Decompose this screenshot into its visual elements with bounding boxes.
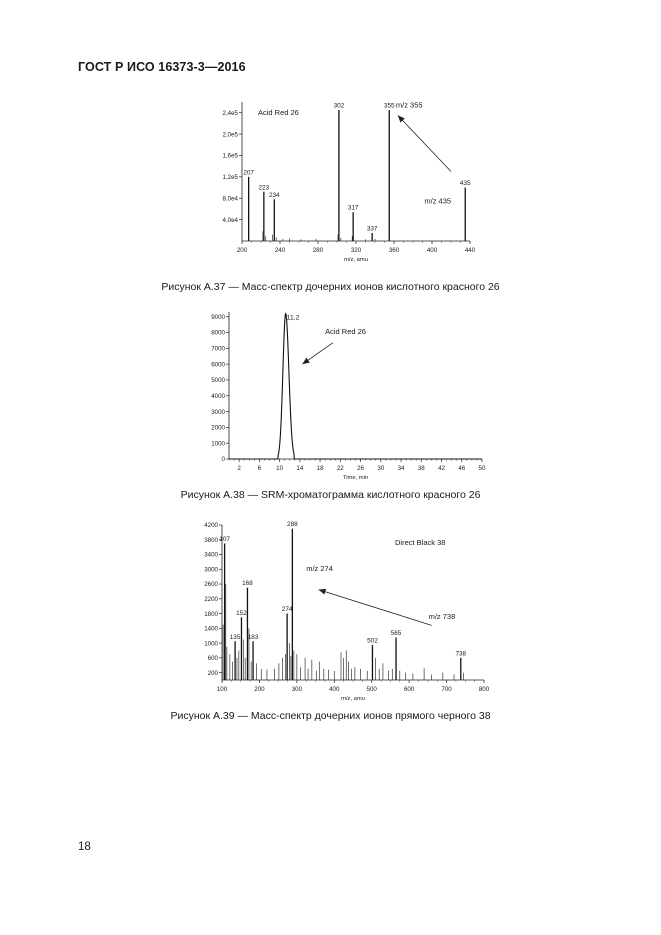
fig2-x-tick-label: 38 — [417, 465, 425, 472]
fig3-arrow-head — [319, 589, 327, 595]
fig3-peak-label: 502 — [367, 637, 378, 645]
fig1-peak-label: 317 — [347, 204, 359, 212]
fig2-x-tick-label: 14 — [296, 465, 304, 472]
fig3-peak-label: 288 — [287, 521, 298, 529]
fig3-y-tick-label: 600 — [207, 655, 218, 663]
fig3-peak-label: 274 — [281, 606, 293, 614]
fig3-peak-label: 565 — [390, 630, 402, 638]
fig1-x-axis-label: m/z, amu — [344, 257, 368, 263]
fig1-peak-label: 302 — [333, 102, 345, 110]
fig2-y-tick-label: 7000 — [211, 345, 225, 353]
fig3-arrow-line — [319, 590, 432, 626]
fig1-peak-label: 355 — [383, 102, 395, 110]
fig3-x-tick-label: 400 — [329, 686, 340, 693]
fig3-x-tick-label: 200 — [254, 686, 265, 693]
fig2-x-tick-label: 30 — [377, 465, 385, 472]
fig1-peak-label: 207 — [243, 169, 254, 177]
document-header: ГОСТ Р ИСО 16373-3—2016 — [78, 60, 246, 74]
fig1-arrow-line — [398, 115, 451, 171]
srm-chromatogram-acid-red-26 — [0, 306, 661, 486]
fig3-y-tick-label: 200 — [207, 669, 218, 677]
fig3-y-tick-label: 4200 — [204, 522, 218, 530]
fig1-x-tick-label: 400 — [426, 247, 438, 254]
fig2-x-tick-label: 42 — [438, 465, 445, 472]
fig1-x-tick-label: 360 — [388, 247, 400, 254]
fig1-x-tick-label: 280 — [312, 247, 324, 254]
fig1-annotation: m/z 435 — [424, 196, 452, 206]
fig2-y-tick-label: 2000 — [211, 424, 225, 432]
fig2-peak-label: 11,2 — [286, 314, 300, 322]
fig1-x-tick-label: 240 — [274, 247, 286, 254]
fig3-title: Direct Black 38 — [395, 538, 446, 547]
fig1-x-tick-label: 200 — [236, 247, 248, 254]
fig3-peak-label: 135 — [229, 633, 241, 641]
fig2-x-tick-label: 22 — [336, 465, 344, 472]
fig1-y-tick-label: 1,6e5 — [222, 152, 238, 160]
fig3-peak-label: 168 — [242, 580, 253, 588]
fig2-x-tick-label: 46 — [458, 465, 466, 472]
fig1-y-tick-label: 2,4e5 — [222, 109, 238, 117]
figure-caption-a39: Рисунок А.39 — Масс-спектр дочерних ионов прямого черного 38 — [170, 710, 491, 722]
fig3-y-tick-label: 1000 — [204, 640, 218, 648]
fig2-arrow-head — [302, 358, 309, 364]
fig3-x-axis-label: m/z, amu — [341, 696, 365, 702]
fig3-y-tick-label: 3400 — [204, 551, 218, 559]
fig1-peak-label: 223 — [258, 184, 270, 192]
fig3-peak-label: 738 — [455, 650, 467, 658]
fig3-peak-label: 152 — [236, 609, 247, 617]
fig3-annotation: m/z 738 — [428, 612, 456, 622]
fig2-x-tick-label: 2 — [237, 465, 241, 472]
figure-caption-a38: Рисунок А.38 — SRM-хроматограмма кислотного красного 26 — [180, 489, 481, 501]
page-number: 18 — [78, 841, 91, 853]
fig1-annotation: m/z 355 — [395, 100, 423, 110]
fig3-peak-label: 107 — [219, 535, 230, 543]
fig2-title: Acid Red 26 — [325, 327, 366, 337]
fig1-y-tick-label: 1,2e5 — [222, 174, 238, 182]
fig3-x-tick-label: 700 — [441, 686, 452, 693]
fig3-y-tick-label: 3800 — [204, 536, 218, 544]
fig1-x-tick-label: 440 — [464, 247, 476, 254]
fig1-peak-label: 234 — [268, 191, 280, 199]
fig1-peak-label: 435 — [459, 180, 471, 188]
fig2-y-tick-label: 4000 — [211, 392, 225, 400]
fig3-y-tick-label: 2600 — [204, 581, 218, 589]
fig2-y-tick-label: 9000 — [211, 313, 225, 321]
fig2-y-tick-label: 8000 — [211, 329, 225, 337]
fig3-x-tick-label: 800 — [478, 686, 490, 693]
fig3-x-tick-label: 300 — [291, 686, 303, 693]
fig2-y-tick-label: 3000 — [211, 408, 225, 416]
fig3-y-tick-label: 3000 — [204, 566, 218, 574]
fig1-y-tick-label: 4,0e4 — [222, 216, 238, 224]
fig3-x-tick-label: 100 — [216, 686, 228, 693]
fig1-y-tick-label: 2,0e5 — [222, 131, 238, 139]
fig3-annotation: m/z 274 — [306, 564, 333, 574]
fig2-y-tick-label: 0 — [221, 456, 225, 464]
fig3-y-tick-label: 1400 — [204, 625, 218, 633]
mass-spectrum-acid-red-26 — [0, 90, 661, 270]
fig1-y-tick-label: 8,0e4 — [222, 195, 238, 203]
fig3-peak-label: 183 — [247, 633, 259, 641]
fig2-y-tick-label: 6000 — [211, 361, 225, 369]
fig2-x-axis-label: Time, min — [342, 475, 369, 481]
figure-caption-a37: Рисунок А.37 — Масс-спектр дочерних ионов кислотного красного 26 — [161, 281, 500, 293]
fig2-y-tick-label: 1000 — [211, 440, 225, 448]
fig2-x-tick-label: 10 — [276, 465, 284, 472]
fig2-x-tick-label: 18 — [316, 465, 324, 472]
fig2-x-tick-label: 50 — [478, 465, 486, 472]
fig2-x-tick-label: 34 — [397, 465, 405, 472]
fig1-x-tick-label: 320 — [350, 247, 362, 254]
fig3-x-tick-label: 500 — [366, 686, 377, 693]
fig2-x-tick-label: 26 — [357, 465, 365, 472]
fig1-peak-label: 337 — [366, 225, 378, 233]
fig3-y-tick-label: 2200 — [204, 596, 218, 604]
fig1-title: Acid Red 26 — [258, 108, 299, 117]
fig3-y-tick-label: 1800 — [204, 610, 218, 618]
fig2-x-tick-label: 6 — [257, 465, 262, 472]
fig2-y-tick-label: 5000 — [211, 377, 225, 385]
fig3-x-tick-label: 600 — [403, 686, 415, 693]
mass-spectrum-direct-black-38 — [0, 515, 661, 705]
